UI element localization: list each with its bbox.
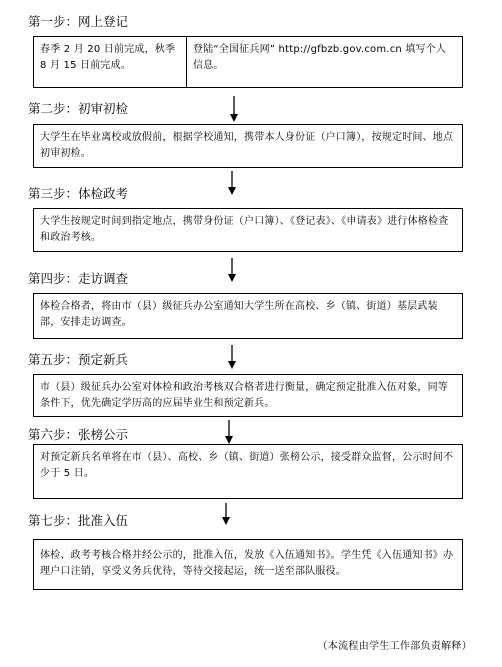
step-2-box: 大学生在毕业离校或放假前，根据学校通知，携带本人身份证（户口簿），按规定时间、地点初审初检。 xyxy=(33,124,463,168)
step-1-left-cell: 春季 2 月 20 日前完成，秋季 8 月 15 日前完成。 xyxy=(34,37,187,87)
arrow-down-icon xyxy=(229,96,239,122)
step-1-box xyxy=(33,36,463,88)
step-4-box: 体检合格者，将由市（县）级征兵办公室通知大学生所在高校、乡（镇、街道）基层武装部，安排走访调查。 xyxy=(33,293,463,339)
step-7-box: 体检、政考考核合格并经公示的，批准入伍，发放《入伍通知书》。学生凭《入伍通知书》办理户口注销，享受义务兵优待，等待交接起运，统一送至部队服役。 xyxy=(33,539,463,590)
step-6-box: 对预定新兵名单将在市（县）、高校、乡（镇、街道）张榜公示，接受群众监督，公示时间不少于 5 日。 xyxy=(33,444,463,499)
footnote: （本流程由学生工作部负责解释） xyxy=(317,641,472,652)
arrow-down-icon xyxy=(227,171,237,195)
step-4-title: 第四步：走访调查 xyxy=(28,271,129,286)
step-3-title: 第三步：体检政考 xyxy=(28,186,129,201)
arrow-down-icon xyxy=(224,420,234,444)
arrow-down-icon xyxy=(227,345,237,369)
arrow-down-icon xyxy=(227,258,237,282)
step-7-title: 第七步：批准入伍 xyxy=(28,513,129,528)
step-3-box: 大学生按规定时间到指定地点，携带身份证（户口簿）、《登记表》、《申请表》进行体格检查和政治考核。 xyxy=(33,208,463,252)
step-1-right-cell: 登陆“全国征兵网” http://gfbzb.gov.com.cn 填写个人信息。 xyxy=(193,44,447,71)
step-6-title: 第六步：张榜公示 xyxy=(28,427,129,442)
arrow-down-icon xyxy=(221,503,231,525)
step-2-title: 第二步：初审初检 xyxy=(28,101,129,116)
step-1-title: 第一步：网上登记 xyxy=(28,14,129,29)
step-5-box: 市（县）级征兵办公室对体检和政治考核双合格者进行衡量，确定预定批准入伍对象，同等条件下，优先确定学历高的应届毕业生和预定新兵。 xyxy=(33,374,463,417)
step-5-title: 第五步：预定新兵 xyxy=(28,352,129,367)
